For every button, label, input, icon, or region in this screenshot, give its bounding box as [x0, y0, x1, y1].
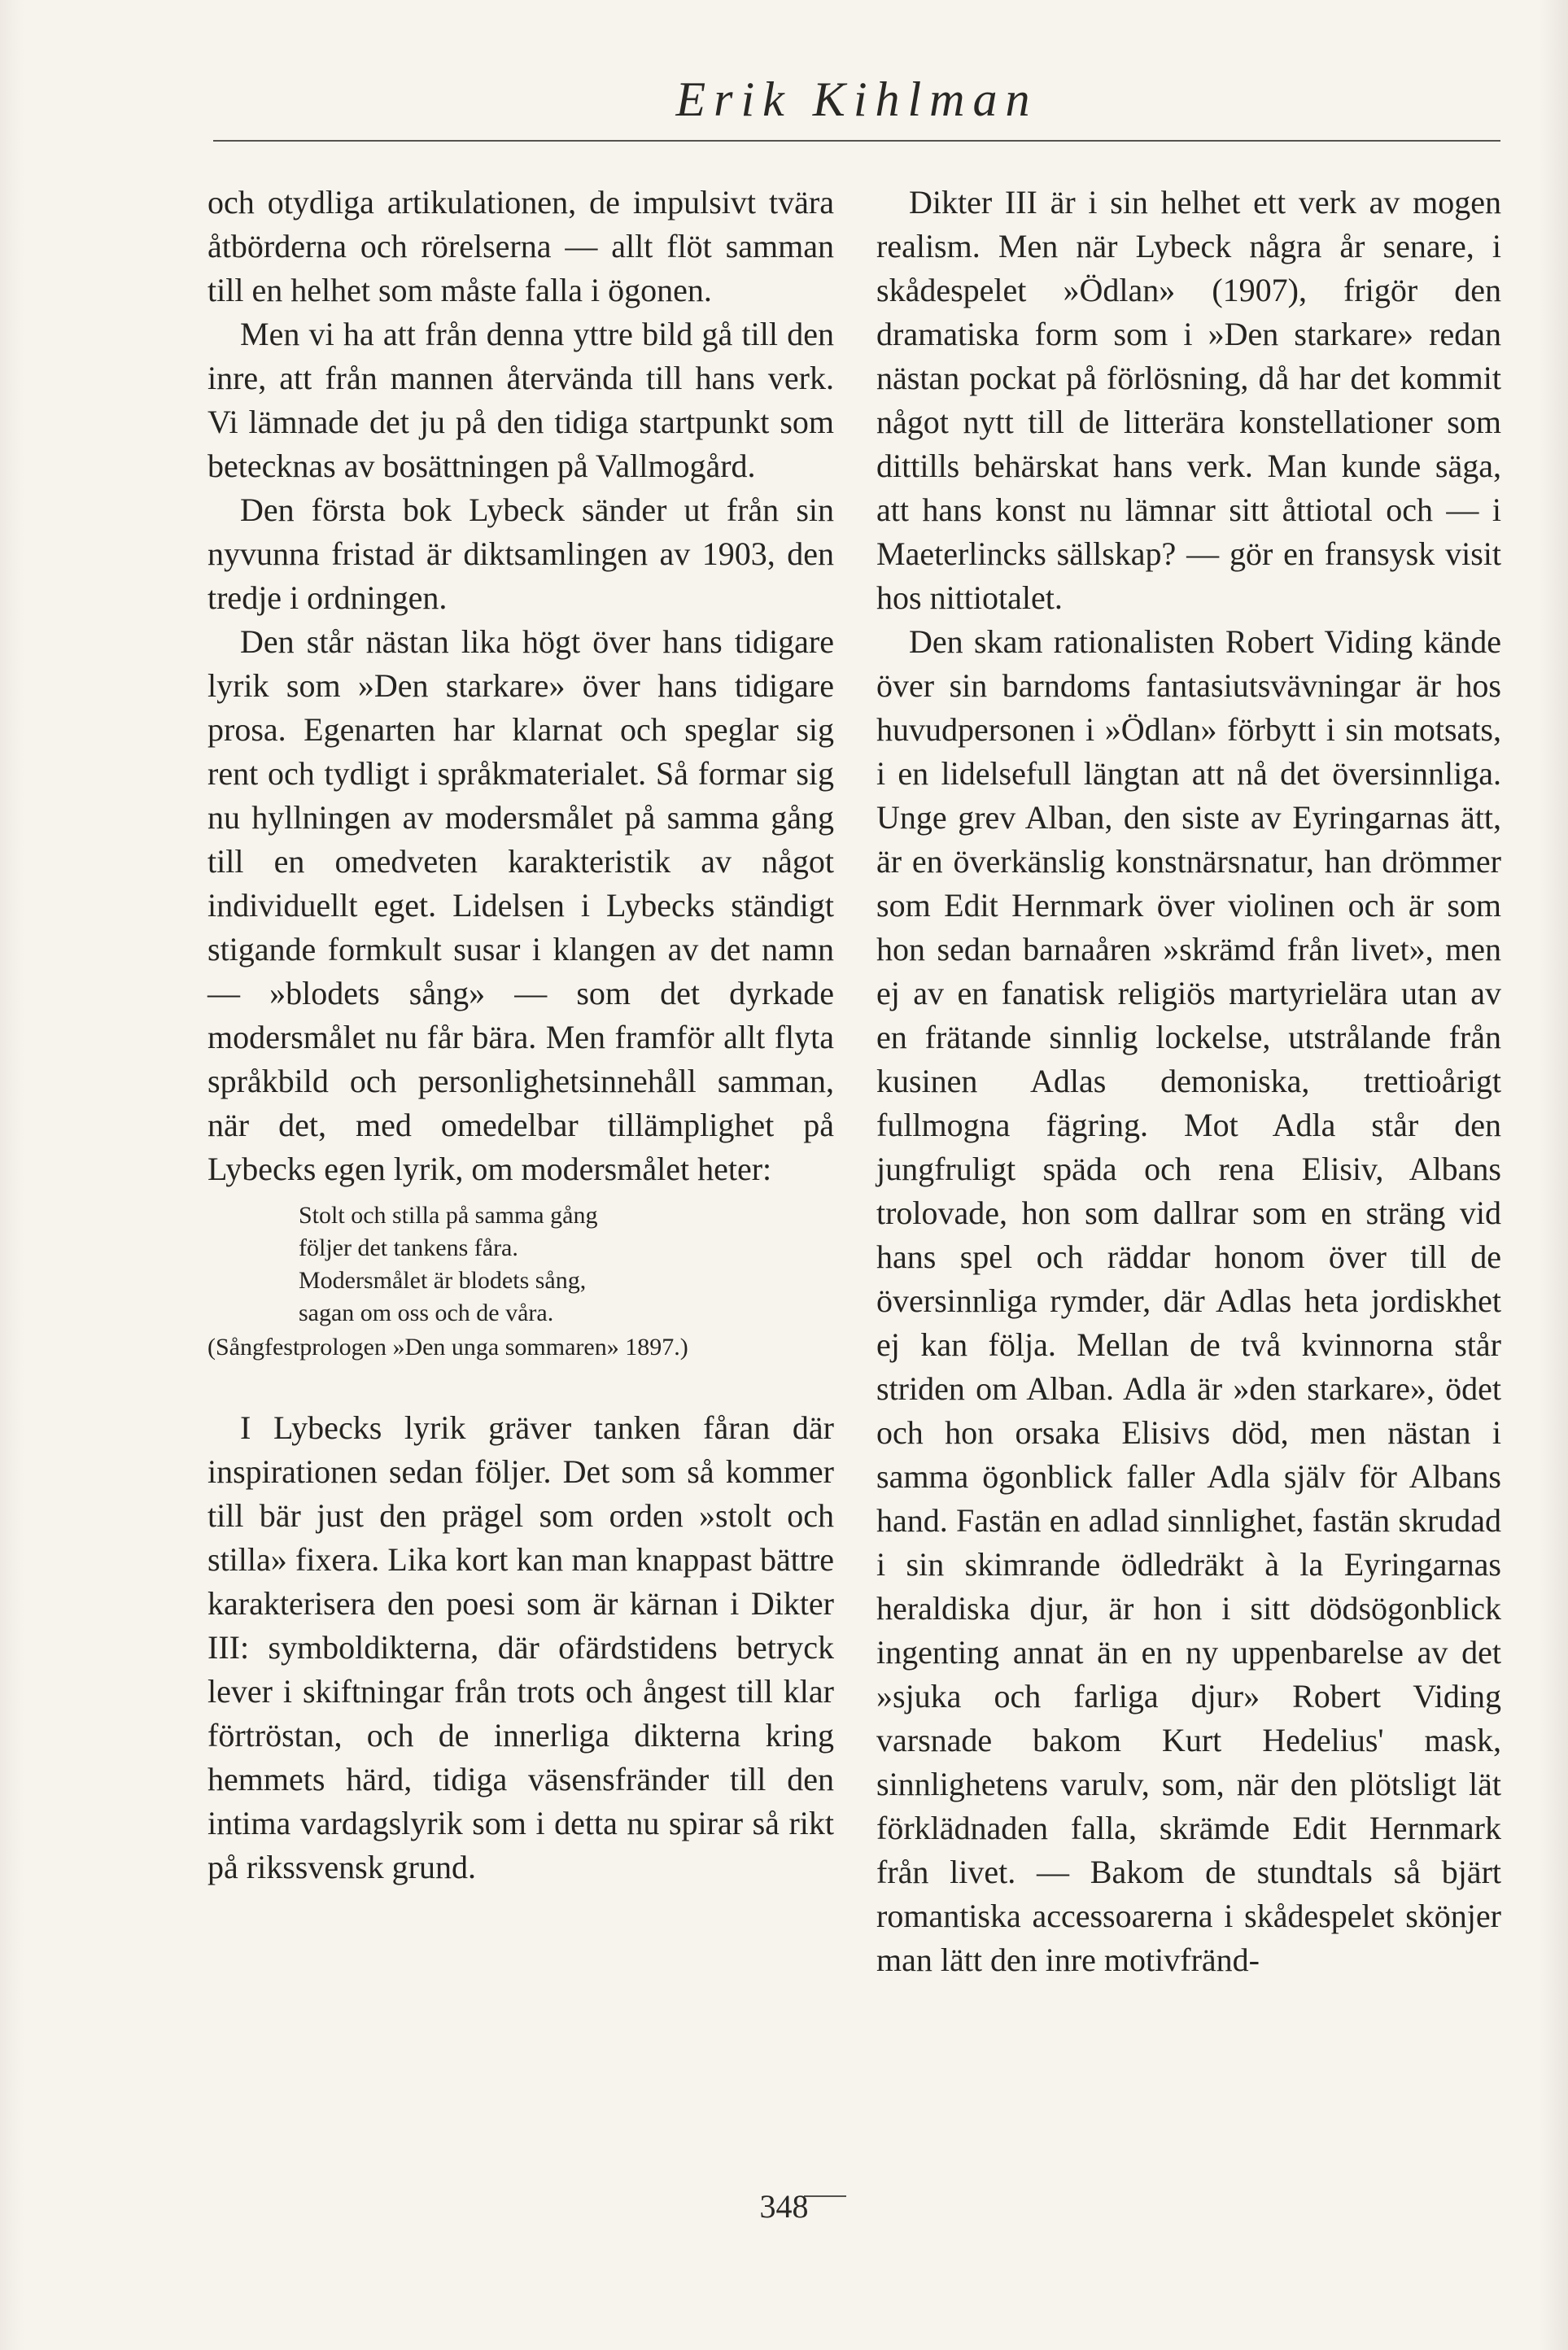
page-number: 348 — [759, 2188, 809, 2225]
paragraph: I Lybecks lyrik gräver tanken fåran där inspirationen sedan följer. Det som så kommer till bär just den prägel som orden »stolt och stilla» fixera. Lika kort kan man knappast bättre karakterisera den poesi som är kärnan i Dikter III: symboldikterna, där ofärdstidens betryck lever i skiftningar från trots och ångest till klar förtröstan, och de innerliga dikterna kring hemmets härd, tidiga väsensfränder till den intima vardagslyrik som i detta nu spirar så rikt på rikssvensk grund. — [207, 1409, 834, 1885]
verse-line: Stolt och stilla på samma gång — [299, 1202, 598, 1229]
verse-quotation — [207, 1199, 834, 1364]
paragraph: Men vi ha att från denna yttre bild gå till den inre, att från mannen återvända till hans verk. Vi lämnade det ju på den tidiga startpunkt som betecknas av bosättningen på Vallmogård. — [207, 316, 834, 484]
paragraph: Dikter III är i sin helhet ett verk av mogen realism. Men när Lybeck några år senare, i skådespelet »Ödlan» (1907), frigör den dramatiska form som i »Den starkare» redan nästan pockat på förlösning, då har det kommit något nytt till de litterära konstellationer som dittills behärskat hans verk. Man kunde säga, att hans konst nu lämnar sitt åttiotal och — i Maeterlincks sällskap? — gör en fransysk visit hos nittiotalet. — [876, 184, 1501, 616]
paragraph: och otydliga artikulationen, de impulsivt tvära åtbörderna och rörelserna — allt flöt samman till en helhet som måste falla i ögonen. — [207, 184, 834, 308]
header-rule — [213, 140, 1500, 142]
right-column — [876, 181, 1501, 1982]
verse-line: följer det tankens fåra. — [299, 1234, 518, 1261]
verse-source: (Sångfestprologen »Den unga sommaren» 1897.) — [207, 1334, 688, 1361]
running-head: Erik Kihlman — [675, 72, 1038, 126]
left-column — [207, 181, 834, 1889]
paragraph: Den skam rationalisten Robert Viding kände över sin barndoms fantasiutsvävningar är hos huvudpersonen i »Ödlan» förbytt i sin motsats, i en lidelsefull längtan att nå det översinnliga. Unge grev Alban, den siste av Eyringarnas ätt, är en överkänslig konstnärsnatur, han drömmer som Edit Hernmark över violinen och är som hon sedan barnaåren »skrämd från livet», men ej av en fanatisk religiös martyrielära utan av en frätande sinnlig lockelse, utstrålande från kusinen Adlas demoniska, trettioårigt fullmogna fägring. Mot Adla står den jungfruligt späda och rena Elisiv, Albans trolovade, hon som dallrar som en sträng vid hans spel och räddar honom över till de översinnliga rymder, där Adlas heta jordiskhet ej kan följa. Mellan de två kvinnorna står striden om Alban. Adla är »den starkare», ödet och hon orsaka Elisivs död, men nästan i samma ögonblick faller Adla själv för Albans hand. Fastän en adlad sinnlighet, fastän skrudad i sin skimrande ödledräkt à la Eyringarnas heraldiska djur, är hon i sitt dödsögonblick ingenting annat än en ny uppenbarelse av det »sjuka och farliga djur» Robert Viding varsnade bakom Kurt Hedelius' mask, sinnlighetens varulv, som, när den plötsligt lät förklädnaden falla, skrämde Edit Hernmark från livet. — Bakom de stundtals så bjärt romantiska accessoarerna i skådespelet skönjer man lätt den inre motivfränd- — [876, 623, 1501, 1978]
verse-line: sagan om oss och de våra. — [299, 1299, 554, 1326]
verse-line: Modersmålet är blodets sång, — [299, 1267, 587, 1294]
paragraph: Den står nästan lika högt över hans tidigare lyrik som »Den starkare» över hans tidigare prosa. Egenarten har klarnat och speglar sig rent och tydligt i språkmaterialet. Så formar sig nu hyllningen av modersmålet på samma gång till en omedveten karakteristik av något individuellt eget. Lidelsen i Lybecks ständigt stigande formkult susar i klangen av det namn — »blodets sång» — som det dyrkade modersmålet nu får bära. Men framför allt flyta språkbild och personlighetsinnehåll samman, när det, med omedelbar tillämplighet på Lybecks egen lyrik, om modersmålet heter: — [207, 623, 834, 1187]
paragraph: Den första bok Lybeck sänder ut från sin nyvunna fristad är diktsamlingen av 1903, den tredje i ordningen. — [207, 491, 834, 616]
